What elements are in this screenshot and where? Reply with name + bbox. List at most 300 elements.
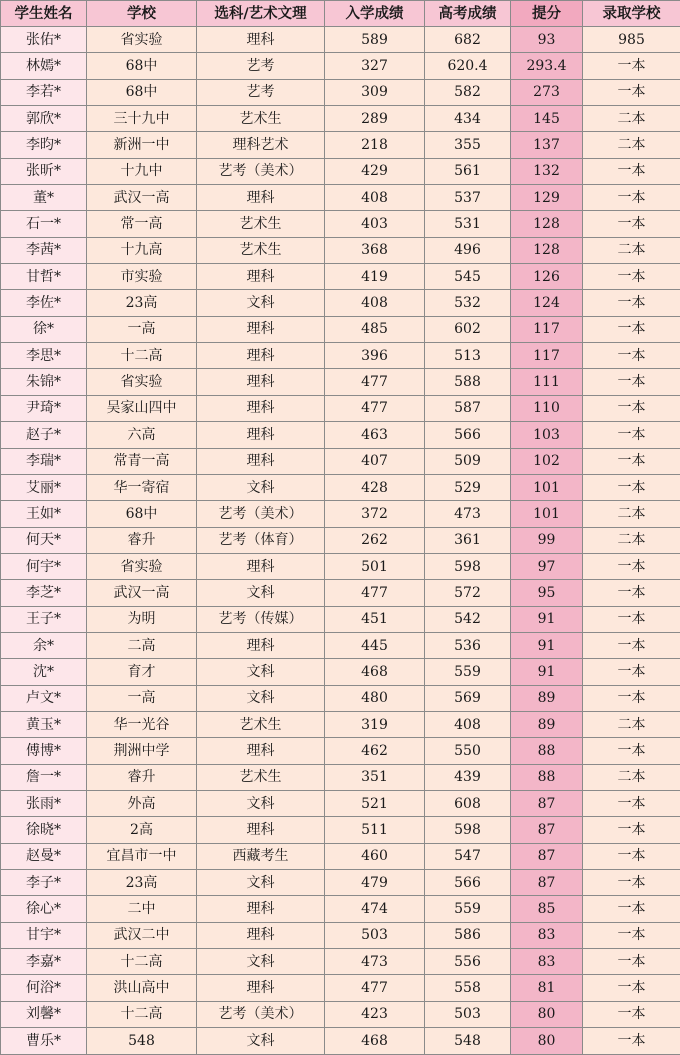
cell-entry-score: 218 — [325, 132, 425, 158]
cell-school: 23高 — [87, 290, 197, 316]
cell-improvement: 87 — [511, 817, 583, 843]
cell-school: 一高 — [87, 685, 197, 711]
cell-school: 一高 — [87, 316, 197, 342]
cell-gaokao-score: 587 — [425, 395, 511, 421]
cell-student-name: 郭欣* — [1, 106, 87, 132]
cell-gaokao-score: 550 — [425, 738, 511, 764]
cell-entry-score: 351 — [325, 764, 425, 790]
cell-gaokao-score: 566 — [425, 422, 511, 448]
cell-gaokao-score: 408 — [425, 711, 511, 737]
cell-admission: 一本 — [583, 79, 680, 105]
cell-subject-track: 艺术生 — [197, 711, 325, 737]
cell-gaokao-score: 556 — [425, 949, 511, 975]
cell-student-name: 李佐* — [1, 290, 87, 316]
cell-student-name: 赵子* — [1, 422, 87, 448]
cell-improvement: 117 — [511, 343, 583, 369]
cell-subject-track: 理科 — [197, 738, 325, 764]
cell-admission: 二本 — [583, 106, 680, 132]
cell-gaokao-score: 598 — [425, 817, 511, 843]
table-row — [1, 843, 680, 869]
cell-school: 武汉一高 — [87, 580, 197, 606]
table-row — [1, 369, 680, 395]
cell-student-name: 林嫣* — [1, 53, 87, 79]
header-student-name: 学生姓名 — [1, 1, 87, 27]
cell-student-name: 徐* — [1, 316, 87, 342]
cell-improvement: 111 — [511, 369, 583, 395]
cell-subject-track: 理科 — [197, 922, 325, 948]
cell-student-name: 何宇* — [1, 553, 87, 579]
cell-improvement: 101 — [511, 474, 583, 500]
cell-student-name: 王子* — [1, 606, 87, 632]
cell-gaokao-score: 529 — [425, 474, 511, 500]
table-row — [1, 474, 680, 500]
cell-school: 武汉二中 — [87, 922, 197, 948]
cell-student-name: 赵曼* — [1, 843, 87, 869]
cell-entry-score: 429 — [325, 158, 425, 184]
cell-school: 十九中 — [87, 158, 197, 184]
cell-school: 23高 — [87, 870, 197, 896]
cell-subject-track: 艺考（美术） — [197, 501, 325, 527]
cell-gaokao-score: 608 — [425, 790, 511, 816]
cell-admission: 二本 — [583, 237, 680, 263]
cell-entry-score: 419 — [325, 264, 425, 290]
cell-improvement: 145 — [511, 106, 583, 132]
cell-subject-track: 理科 — [197, 975, 325, 1001]
cell-improvement: 80 — [511, 1028, 583, 1055]
cell-entry-score: 473 — [325, 949, 425, 975]
cell-entry-score: 445 — [325, 632, 425, 658]
table-row — [1, 237, 680, 263]
table-row — [1, 501, 680, 527]
table-row — [1, 975, 680, 1001]
cell-entry-score: 327 — [325, 53, 425, 79]
table-row — [1, 580, 680, 606]
table-body — [1, 27, 680, 1055]
cell-gaokao-score: 561 — [425, 158, 511, 184]
cell-gaokao-score: 569 — [425, 685, 511, 711]
cell-gaokao-score: 536 — [425, 632, 511, 658]
cell-entry-score: 262 — [325, 527, 425, 553]
table-row — [1, 711, 680, 737]
cell-school: 68中 — [87, 53, 197, 79]
cell-student-name: 石一* — [1, 211, 87, 237]
cell-student-name: 艾丽* — [1, 474, 87, 500]
cell-subject-track: 文科 — [197, 474, 325, 500]
cell-entry-score: 477 — [325, 580, 425, 606]
cell-school: 省实验 — [87, 369, 197, 395]
cell-subject-track: 理科 — [197, 896, 325, 922]
cell-entry-score: 521 — [325, 790, 425, 816]
cell-entry-score: 423 — [325, 1001, 425, 1027]
cell-entry-score: 474 — [325, 896, 425, 922]
cell-gaokao-score: 496 — [425, 237, 511, 263]
cell-improvement: 126 — [511, 264, 583, 290]
cell-gaokao-score: 558 — [425, 975, 511, 1001]
cell-school: 华一光谷 — [87, 711, 197, 737]
cell-subject-track: 艺术生 — [197, 106, 325, 132]
table-row — [1, 158, 680, 184]
cell-gaokao-score: 559 — [425, 896, 511, 922]
cell-improvement: 89 — [511, 685, 583, 711]
table-row — [1, 685, 680, 711]
cell-school: 常青一高 — [87, 448, 197, 474]
cell-admission: 一本 — [583, 395, 680, 421]
cell-subject-track: 理科 — [197, 185, 325, 211]
cell-school: 十二高 — [87, 949, 197, 975]
cell-admission: 一本 — [583, 158, 680, 184]
cell-admission: 一本 — [583, 553, 680, 579]
cell-student-name: 甘哲* — [1, 264, 87, 290]
header-gaokao-score: 高考成绩 — [425, 1, 511, 27]
cell-admission: 一本 — [583, 632, 680, 658]
cell-improvement: 102 — [511, 448, 583, 474]
cell-admission: 一本 — [583, 896, 680, 922]
cell-improvement: 137 — [511, 132, 583, 158]
cell-student-name: 傅博* — [1, 738, 87, 764]
cell-admission: 一本 — [583, 975, 680, 1001]
cell-student-name: 詹一* — [1, 764, 87, 790]
cell-admission: 二本 — [583, 527, 680, 553]
cell-student-name: 李思* — [1, 343, 87, 369]
cell-improvement: 85 — [511, 896, 583, 922]
cell-school: 二高 — [87, 632, 197, 658]
cell-admission: 一本 — [583, 843, 680, 869]
cell-student-name: 李昀* — [1, 132, 87, 158]
table-row — [1, 790, 680, 816]
cell-school: 荆洲中学 — [87, 738, 197, 764]
cell-admission: 一本 — [583, 1001, 680, 1027]
cell-subject-track: 理科 — [197, 27, 325, 53]
cell-improvement: 124 — [511, 290, 583, 316]
cell-school: 洪山高中 — [87, 975, 197, 1001]
cell-entry-score: 468 — [325, 659, 425, 685]
cell-entry-score: 501 — [325, 553, 425, 579]
cell-entry-score: 462 — [325, 738, 425, 764]
cell-gaokao-score: 620.4 — [425, 53, 511, 79]
cell-gaokao-score: 503 — [425, 1001, 511, 1027]
table-row — [1, 632, 680, 658]
cell-gaokao-score: 434 — [425, 106, 511, 132]
table-row — [1, 79, 680, 105]
table-row — [1, 817, 680, 843]
cell-school: 常一高 — [87, 211, 197, 237]
header-admission: 录取学校 — [583, 1, 680, 27]
cell-admission: 一本 — [583, 185, 680, 211]
cell-subject-track: 文科 — [197, 949, 325, 975]
cell-admission: 一本 — [583, 949, 680, 975]
cell-improvement: 129 — [511, 185, 583, 211]
table-row — [1, 264, 680, 290]
cell-admission: 一本 — [583, 922, 680, 948]
table-row — [1, 106, 680, 132]
cell-admission: 一本 — [583, 606, 680, 632]
cell-improvement: 88 — [511, 738, 583, 764]
cell-school: 新洲一中 — [87, 132, 197, 158]
cell-improvement: 91 — [511, 659, 583, 685]
cell-improvement: 128 — [511, 237, 583, 263]
cell-entry-score: 451 — [325, 606, 425, 632]
cell-student-name: 甘宇* — [1, 922, 87, 948]
cell-subject-track: 文科 — [197, 1028, 325, 1055]
cell-improvement: 89 — [511, 711, 583, 737]
cell-gaokao-score: 547 — [425, 843, 511, 869]
cell-admission: 一本 — [583, 659, 680, 685]
cell-improvement: 293.4 — [511, 53, 583, 79]
cell-improvement: 99 — [511, 527, 583, 553]
cell-gaokao-score: 602 — [425, 316, 511, 342]
cell-subject-track: 理科艺术 — [197, 132, 325, 158]
cell-subject-track: 西藏考生 — [197, 843, 325, 869]
cell-subject-track: 文科 — [197, 580, 325, 606]
cell-school: 68中 — [87, 501, 197, 527]
cell-admission: 一本 — [583, 343, 680, 369]
header-subject-track: 选科/艺术文理 — [197, 1, 325, 27]
cell-gaokao-score: 532 — [425, 290, 511, 316]
cell-subject-track: 理科 — [197, 343, 325, 369]
cell-subject-track: 艺考（传媒） — [197, 606, 325, 632]
cell-improvement: 128 — [511, 211, 583, 237]
cell-admission: 985 — [583, 27, 680, 53]
cell-school: 十九高 — [87, 237, 197, 263]
cell-school: 睿升 — [87, 764, 197, 790]
cell-improvement: 117 — [511, 316, 583, 342]
cell-gaokao-score: 586 — [425, 922, 511, 948]
cell-school: 育才 — [87, 659, 197, 685]
cell-subject-track: 理科 — [197, 632, 325, 658]
cell-admission: 一本 — [583, 53, 680, 79]
table-row — [1, 870, 680, 896]
cell-admission: 一本 — [583, 369, 680, 395]
cell-student-name: 沈* — [1, 659, 87, 685]
cell-student-name: 董* — [1, 185, 87, 211]
cell-improvement: 87 — [511, 843, 583, 869]
cell-gaokao-score: 473 — [425, 501, 511, 527]
cell-subject-track: 艺考（美术） — [197, 158, 325, 184]
table-row — [1, 27, 680, 53]
table-row — [1, 343, 680, 369]
cell-subject-track: 理科 — [197, 264, 325, 290]
cell-entry-score: 309 — [325, 79, 425, 105]
cell-school: 省实验 — [87, 553, 197, 579]
cell-student-name: 张昕* — [1, 158, 87, 184]
cell-subject-track: 理科 — [197, 316, 325, 342]
cell-improvement: 91 — [511, 606, 583, 632]
cell-gaokao-score: 537 — [425, 185, 511, 211]
cell-student-name: 朱锦* — [1, 369, 87, 395]
cell-entry-score: 428 — [325, 474, 425, 500]
table-row — [1, 395, 680, 421]
cell-student-name: 余* — [1, 632, 87, 658]
cell-admission: 一本 — [583, 448, 680, 474]
cell-improvement: 88 — [511, 764, 583, 790]
cell-school: 2高 — [87, 817, 197, 843]
cell-admission: 一本 — [583, 1028, 680, 1055]
cell-admission: 一本 — [583, 290, 680, 316]
cell-gaokao-score: 548 — [425, 1028, 511, 1055]
cell-student-name: 李芝* — [1, 580, 87, 606]
cell-improvement: 132 — [511, 158, 583, 184]
cell-subject-track: 文科 — [197, 659, 325, 685]
cell-entry-score: 396 — [325, 343, 425, 369]
cell-school: 548 — [87, 1028, 197, 1055]
table-row — [1, 659, 680, 685]
cell-gaokao-score: 582 — [425, 79, 511, 105]
cell-subject-track: 艺考（体育） — [197, 527, 325, 553]
cell-gaokao-score: 542 — [425, 606, 511, 632]
cell-improvement: 91 — [511, 632, 583, 658]
table-row — [1, 738, 680, 764]
cell-school: 外高 — [87, 790, 197, 816]
table-row — [1, 290, 680, 316]
cell-entry-score: 408 — [325, 290, 425, 316]
cell-subject-track: 艺考（美术） — [197, 1001, 325, 1027]
cell-student-name: 徐晓* — [1, 817, 87, 843]
cell-admission: 一本 — [583, 422, 680, 448]
cell-admission: 一本 — [583, 316, 680, 342]
table-row — [1, 553, 680, 579]
cell-student-name: 刘馨* — [1, 1001, 87, 1027]
table-row — [1, 896, 680, 922]
cell-subject-track: 艺术生 — [197, 211, 325, 237]
cell-improvement: 101 — [511, 501, 583, 527]
cell-entry-score: 407 — [325, 448, 425, 474]
cell-student-name: 徐心* — [1, 896, 87, 922]
cell-student-name: 卢文* — [1, 685, 87, 711]
header-row — [1, 1, 680, 27]
cell-entry-score: 503 — [325, 922, 425, 948]
cell-subject-track: 文科 — [197, 290, 325, 316]
cell-student-name: 何天* — [1, 527, 87, 553]
table-row — [1, 185, 680, 211]
table-row — [1, 53, 680, 79]
table-row — [1, 448, 680, 474]
cell-entry-score: 485 — [325, 316, 425, 342]
cell-admission: 二本 — [583, 501, 680, 527]
cell-gaokao-score: 509 — [425, 448, 511, 474]
table-row — [1, 1028, 680, 1055]
cell-entry-score: 479 — [325, 870, 425, 896]
cell-admission: 一本 — [583, 790, 680, 816]
cell-subject-track: 文科 — [197, 870, 325, 896]
cell-student-name: 李子* — [1, 870, 87, 896]
cell-improvement: 97 — [511, 553, 583, 579]
cell-school: 华一寄宿 — [87, 474, 197, 500]
cell-improvement: 95 — [511, 580, 583, 606]
cell-admission: 一本 — [583, 685, 680, 711]
cell-subject-track: 文科 — [197, 685, 325, 711]
cell-gaokao-score: 566 — [425, 870, 511, 896]
cell-school: 睿升 — [87, 527, 197, 553]
cell-improvement: 83 — [511, 922, 583, 948]
cell-subject-track: 艺术生 — [197, 764, 325, 790]
cell-student-name: 李茜* — [1, 237, 87, 263]
cell-admission: 二本 — [583, 764, 680, 790]
cell-improvement: 83 — [511, 949, 583, 975]
cell-admission: 一本 — [583, 264, 680, 290]
cell-admission: 一本 — [583, 580, 680, 606]
cell-school: 十二高 — [87, 1001, 197, 1027]
cell-gaokao-score: 513 — [425, 343, 511, 369]
cell-subject-track: 理科 — [197, 369, 325, 395]
cell-entry-score: 511 — [325, 817, 425, 843]
cell-admission: 一本 — [583, 474, 680, 500]
cell-entry-score: 460 — [325, 843, 425, 869]
cell-improvement: 80 — [511, 1001, 583, 1027]
cell-school: 68中 — [87, 79, 197, 105]
cell-entry-score: 468 — [325, 1028, 425, 1055]
table-row — [1, 422, 680, 448]
cell-entry-score: 480 — [325, 685, 425, 711]
cell-subject-track: 理科 — [197, 817, 325, 843]
table-row — [1, 1001, 680, 1027]
table-row — [1, 527, 680, 553]
table-row — [1, 316, 680, 342]
table-row — [1, 764, 680, 790]
cell-improvement: 87 — [511, 790, 583, 816]
cell-entry-score: 477 — [325, 369, 425, 395]
cell-student-name: 黄玉* — [1, 711, 87, 737]
cell-school: 二中 — [87, 896, 197, 922]
cell-school: 武汉一高 — [87, 185, 197, 211]
cell-gaokao-score: 572 — [425, 580, 511, 606]
cell-subject-track: 艺术生 — [197, 237, 325, 263]
cell-student-name: 尹琦* — [1, 395, 87, 421]
cell-gaokao-score: 361 — [425, 527, 511, 553]
cell-student-name: 李瑞* — [1, 448, 87, 474]
table-row — [1, 922, 680, 948]
cell-gaokao-score: 598 — [425, 553, 511, 579]
cell-improvement: 81 — [511, 975, 583, 1001]
cell-school: 宜昌市一中 — [87, 843, 197, 869]
cell-entry-score: 463 — [325, 422, 425, 448]
cell-gaokao-score: 545 — [425, 264, 511, 290]
cell-admission: 二本 — [583, 132, 680, 158]
header-school: 学校 — [87, 1, 197, 27]
cell-school: 省实验 — [87, 27, 197, 53]
cell-subject-track: 理科 — [197, 553, 325, 579]
cell-subject-track: 理科 — [197, 448, 325, 474]
cell-student-name: 李若* — [1, 79, 87, 105]
cell-student-name: 曹乐* — [1, 1028, 87, 1055]
cell-gaokao-score: 588 — [425, 369, 511, 395]
cell-admission: 二本 — [583, 711, 680, 737]
cell-student-name: 王如* — [1, 501, 87, 527]
cell-entry-score: 372 — [325, 501, 425, 527]
cell-entry-score: 289 — [325, 106, 425, 132]
cell-improvement: 273 — [511, 79, 583, 105]
cell-entry-score: 589 — [325, 27, 425, 53]
cell-entry-score: 477 — [325, 395, 425, 421]
cell-subject-track: 理科 — [197, 422, 325, 448]
cell-student-name: 李嘉* — [1, 949, 87, 975]
cell-improvement: 110 — [511, 395, 583, 421]
cell-school: 为明 — [87, 606, 197, 632]
cell-entry-score: 319 — [325, 711, 425, 737]
cell-entry-score: 408 — [325, 185, 425, 211]
cell-admission: 一本 — [583, 211, 680, 237]
cell-entry-score: 477 — [325, 975, 425, 1001]
cell-improvement: 93 — [511, 27, 583, 53]
cell-entry-score: 368 — [325, 237, 425, 263]
cell-student-name: 张雨* — [1, 790, 87, 816]
cell-gaokao-score: 559 — [425, 659, 511, 685]
table-row — [1, 949, 680, 975]
cell-school: 三十九中 — [87, 106, 197, 132]
cell-student-name: 张佑* — [1, 27, 87, 53]
cell-admission: 一本 — [583, 738, 680, 764]
cell-improvement: 87 — [511, 870, 583, 896]
cell-subject-track: 文科 — [197, 790, 325, 816]
